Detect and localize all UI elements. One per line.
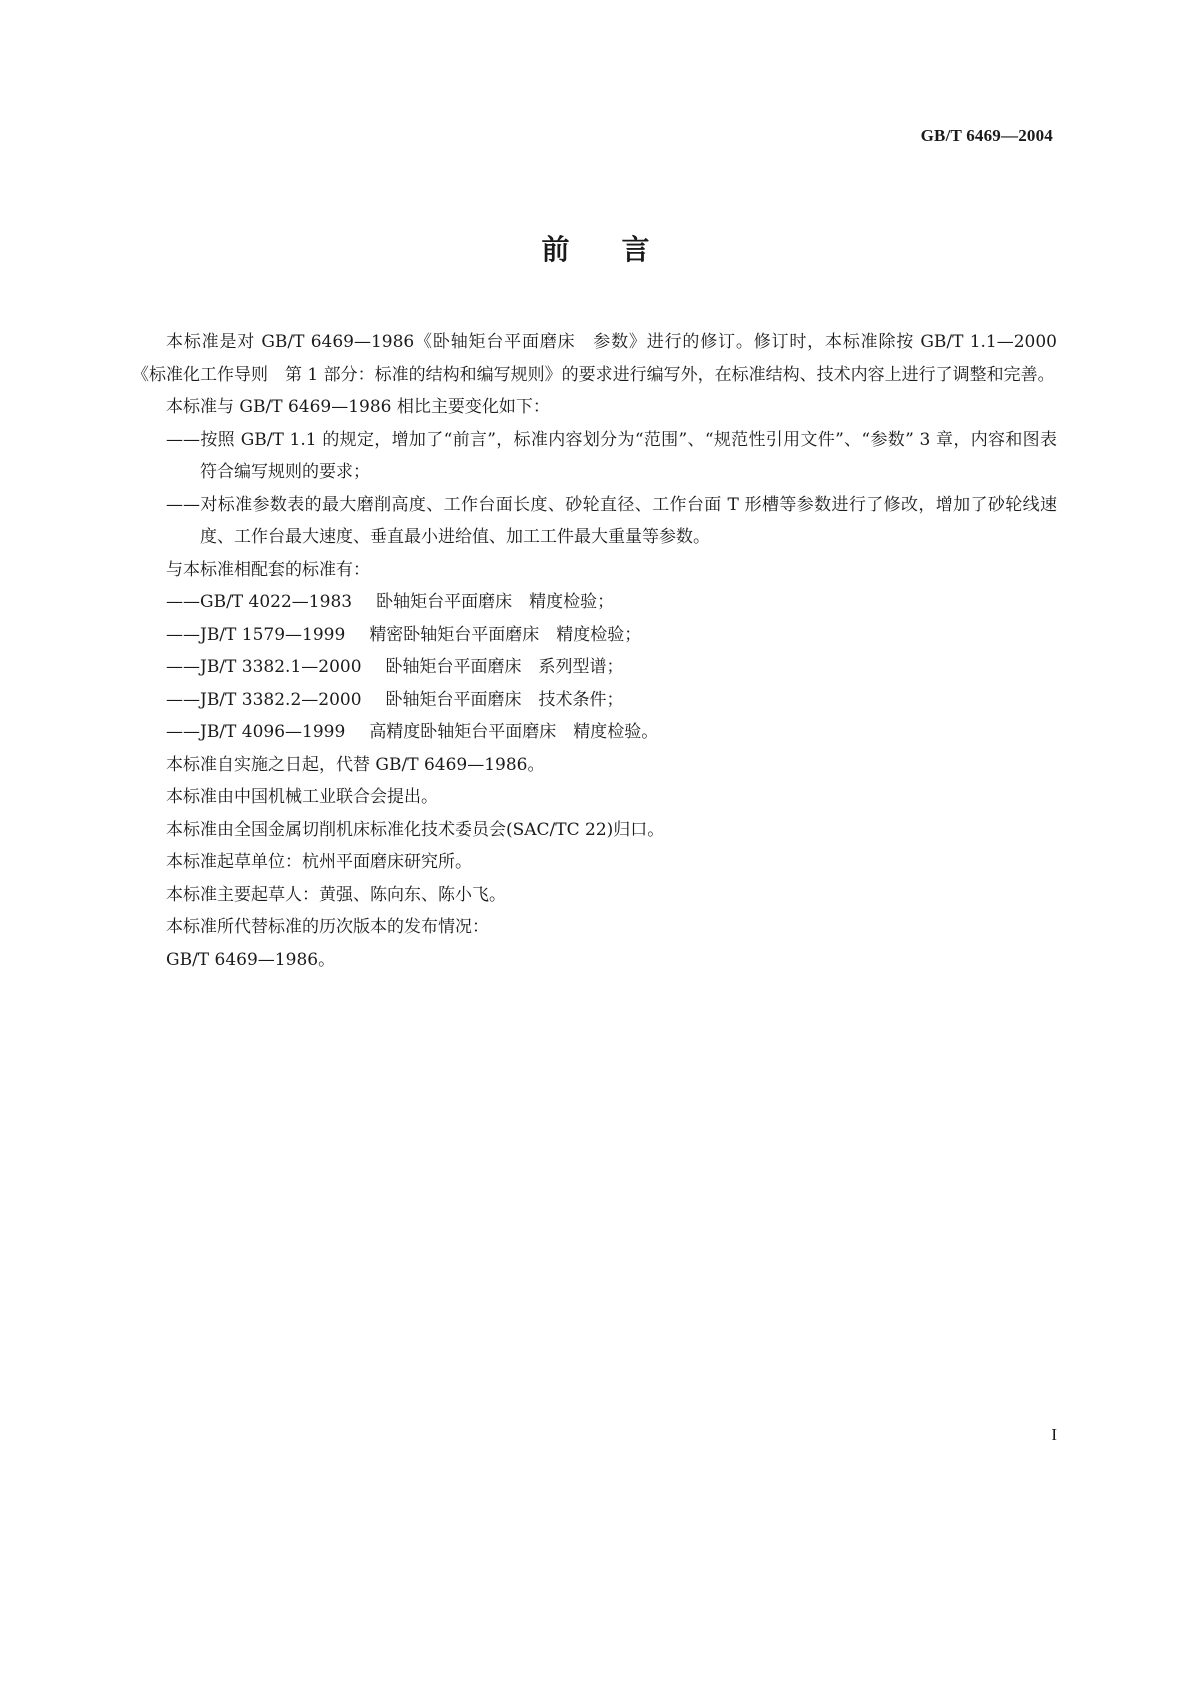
change-item-1: ——按照 GB/T 1.1 的规定，增加了“前言”，标准内容划分为“范围”、“规范性引用文件”、“参数” 3 章，内容和图表符合编写规则的要求； xyxy=(166,429,1057,482)
drafting-unit-paragraph: 本标准起草单位：杭州平面磨床研究所。 xyxy=(166,852,472,872)
change-item-2: ——对标准参数表的最大磨削高度、工作台面长度、砂轮直径、工作台面 T 形槽等参数进行了修改，增加了砂轮线速度、工作台最大速度、垂直最小进给值、加工工件最大重量等参数。 xyxy=(166,494,1057,547)
intro-paragraph: 本标准是对 GB/T 6469—1986《卧轴矩台平面磨床 参数》进行的修订。修订时，本标准除按 GB/T 1.1—2000《标准化工作导则 第 1 部分：标准的结构和编写规则》的要求进行编写外，在标准结构、技术内容上进行了调整和完善。 xyxy=(132,332,1057,385)
document-body xyxy=(132,326,1057,976)
related-standard-code: ——JB/T 3382.1—2000 xyxy=(166,657,362,677)
history-intro-paragraph: 本标准所代替标准的历次版本的发布情况： xyxy=(166,917,489,937)
related-standards-list xyxy=(132,586,1057,749)
page-title: 前言 xyxy=(541,233,702,266)
related-intro: 与本标准相配套的标准有： xyxy=(166,559,370,580)
page-number: I xyxy=(1051,1425,1057,1444)
related-standard-code: ——GB/T 4022—1983 xyxy=(166,592,353,612)
related-standard-item xyxy=(132,684,1057,717)
related-standard-code: ——JB/T 1579—1999 xyxy=(166,624,346,645)
related-standard-item xyxy=(132,619,1057,652)
changes-intro: 本标准与 GB/T 6469—1986 相比主要变化如下： xyxy=(166,397,550,417)
related-standard-code: ——JB/T 4096—1999 xyxy=(166,722,346,742)
replaces-paragraph: 本标准自实施之日起，代替 GB/T 6469—1986。 xyxy=(166,754,545,775)
standard-code: GB/T 6469—2004 xyxy=(920,126,1053,145)
related-standard-item xyxy=(132,651,1057,684)
history-paragraph: GB/T 6469—1986。 xyxy=(166,949,336,970)
related-standard-name: 高精度卧轴矩台平面磨床 精度检验。 xyxy=(369,722,659,742)
related-standard-item xyxy=(132,586,1057,619)
related-standard-name: 精密卧轴矩台平面磨床 精度检验； xyxy=(369,624,642,645)
related-standard-name: 卧轴矩台平面磨床 技术条件； xyxy=(385,689,624,710)
related-standard-item xyxy=(132,716,1057,749)
related-standard-name: 卧轴矩台平面磨床 系列型谱； xyxy=(385,657,624,677)
related-standard-code: ——JB/T 3382.2—2000 xyxy=(166,689,362,710)
related-standard-name: 卧轴矩台平面磨床 精度检验； xyxy=(376,592,615,612)
proposed-by-paragraph: 本标准由中国机械工业联合会提出。 xyxy=(166,787,438,807)
drafters-paragraph: 本标准主要起草人：黄强、陈向东、陈小飞。 xyxy=(166,884,506,905)
centralized-by-paragraph: 本标准由全国金属切削机床标准化技术委员会(SAC/TC 22)归口。 xyxy=(166,819,665,840)
